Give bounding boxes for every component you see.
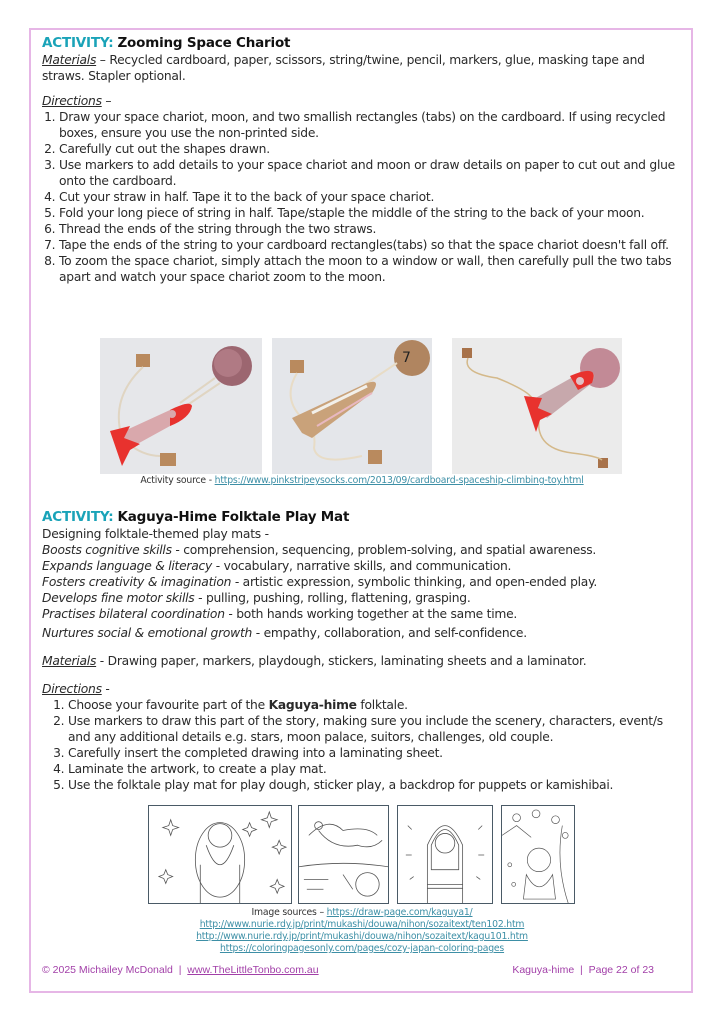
activity1-directions-suffix: – — [101, 94, 112, 108]
footer-website-link[interactable]: www.TheLittleTonbo.com.au — [187, 964, 319, 976]
step-text: Choose your favourite part of the — [68, 698, 269, 712]
rocket-photo-1 — [100, 338, 262, 474]
coloring-image-2 — [298, 805, 389, 904]
activity2-step: 3. Carefully insert the completed drawing into a laminating sheet. — [68, 745, 682, 761]
benefit-item — [42, 590, 682, 606]
benefit-skill: Fosters creativity & imagination — [42, 575, 232, 589]
coloring-images — [0, 805, 724, 905]
image-source-link[interactable]: http://www.nurie.rdy.jp/print/mukashi/douwa/nihon/sozaitext/ten102.htm — [199, 919, 525, 930]
activity1-step: 5. Fold your long piece of string in half. Tape/staple the middle of the string to the back of your moon. — [59, 205, 682, 221]
activity2-step: 5. Use the folktale play mat for play dough, sticker play, a backdrop for puppets or kamishibai. — [68, 777, 682, 793]
benefit-item — [42, 606, 682, 622]
coloring-image-4 — [501, 805, 575, 904]
benefit-desc: - comprehension, sequencing, problem-solving, and spatial awareness. — [171, 543, 597, 557]
activity1-heading — [42, 34, 682, 52]
footer-page-number: Page 22 of 23 — [588, 964, 654, 976]
benefit-skill: Practises bilateral coordination — [42, 607, 225, 621]
benefit-item — [42, 625, 682, 641]
rocket-photo-3 — [452, 338, 622, 474]
image-sources — [0, 907, 724, 955]
footer-separator: | — [574, 964, 589, 976]
activity1-materials-text: – Recycled cardboard, paper, scissors, string/twine, pencil, markers, glue, masking tape and straws. Stapler optional. — [42, 53, 645, 83]
benefit-item — [42, 542, 682, 558]
benefit-item — [42, 574, 682, 590]
image-source-link[interactable]: https://draw-page.com/kaguya1/ — [326, 907, 473, 918]
step-text: folktale. — [356, 698, 408, 712]
activity1-label: ACTIVITY: — [42, 35, 114, 51]
activity1-steps — [42, 109, 682, 285]
activity2-materials-text: - Drawing paper, markers, playdough, stickers, laminating sheets and a laminator. — [96, 654, 587, 668]
image-source-link[interactable]: https://coloringpagesonly.com/pages/cozy-japan-coloring-pages — [219, 943, 505, 954]
activity1-step: 1. Draw your space chariot, moon, and two smallish rectangles (tabs) on the cardboard. If using recycled boxes, ensure you use the non-printed side. — [59, 109, 682, 141]
activity2-step: 4. Laminate the artwork, to create a play mat. — [68, 761, 682, 777]
image-source-link[interactable]: http://www.nurie.rdy.jp/print/mukashi/douwa/nihon/sozaitext/kagu101.htm — [196, 931, 528, 942]
activity2-label: ACTIVITY: — [42, 509, 114, 525]
coloring-image-3 — [397, 805, 493, 904]
footer-copyright: © 2025 Michailey McDonald — [42, 964, 173, 976]
activity2-intro: Designing folktale-themed play mats - — [42, 527, 269, 541]
activity1-step: 8. To zoom the space chariot, simply attach the moon to a window or wall, then carefully pull the two tabs apart and watch your space chariot zoom to the moon. — [59, 253, 682, 285]
benefit-item — [42, 558, 682, 574]
benefit-desc: - empathy, collaboration, and self-confidence. — [252, 626, 527, 640]
activity1-photos — [0, 338, 724, 474]
activity1-directions-label: Directions — [42, 94, 102, 108]
benefit-skill: Nurtures social & emotional growth — [42, 626, 253, 640]
activity2-materials — [42, 653, 682, 669]
activity1-step: 2. Carefully cut out the shapes drawn. — [59, 141, 682, 157]
benefit-desc: - vocabulary, narrative skills, and communication. — [212, 559, 512, 573]
activity2-directions-label: Directions — [42, 682, 102, 696]
rocket-photo-2 — [272, 338, 432, 474]
activity2-heading — [42, 508, 682, 526]
activity1-materials — [42, 52, 682, 84]
benefit-skill: Develops fine motor skills — [42, 591, 195, 605]
coloring-image-1 — [148, 805, 292, 904]
image-sources-label: Image sources – — [251, 907, 327, 918]
activity1-directions-heading — [42, 93, 682, 109]
activity1-title: Zooming Space Chariot — [117, 35, 291, 51]
activity1-source — [0, 475, 724, 487]
activity1-source-label: Activity source - — [140, 475, 215, 486]
page-content — [42, 34, 682, 285]
benefit-desc: - pulling, pushing, rolling, flattening, grasping. — [194, 591, 471, 605]
activity1-step: 7. Tape the ends of the string to your cardboard rectangles(tabs) so that the space chariot doesn't fall off. — [59, 237, 682, 253]
activity1-step: 6. Thread the ends of the string through the two straws. — [59, 221, 682, 237]
activity1-materials-label: Materials — [42, 53, 97, 67]
activity1-step: 4. Cut your straw in half. Tape it to the back of your space chariot. — [59, 189, 682, 205]
activity2-directions-suffix: - — [101, 682, 110, 696]
benefit-desc: - both hands working together at the same time. — [224, 607, 518, 621]
activity2-directions-heading — [42, 681, 682, 697]
svg-text:7: 7 — [402, 350, 411, 366]
benefit-desc: - artistic expression, symbolic thinking, and open-ended play. — [231, 575, 598, 589]
activity2-step: 2. Use markers to draw this part of the story, making sure you include the scenery, characters, event/s and any additional details e.g. stars, moon palace, suitors, challenges, old couple. — [68, 713, 682, 745]
footer-separator: | — [172, 964, 188, 976]
activity2-section — [42, 508, 682, 793]
activity2-title: Kaguya-Hime Folktale Play Mat — [117, 509, 350, 525]
benefit-skill: Expands language & literacy — [42, 559, 213, 573]
footer-doc-title: Kaguya-hime — [512, 964, 575, 976]
footer-right — [512, 964, 654, 976]
activity2-materials-label: Materials — [42, 654, 97, 668]
activity2-steps — [42, 697, 682, 793]
activity2-step — [68, 697, 682, 713]
benefit-skill: Boosts cognitive skills — [42, 543, 172, 557]
step-bold-text: Kaguya-hime — [268, 698, 357, 712]
activity1-step: 3. Use markers to add details to your space chariot and moon or draw details on paper to cut out and glue onto the cardboard. — [59, 157, 682, 189]
footer-left — [42, 964, 319, 976]
activity1-source-link[interactable]: https://www.pinkstripeysocks.com/2013/09/cardboard-spaceship-climbing-toy.html — [214, 475, 584, 486]
